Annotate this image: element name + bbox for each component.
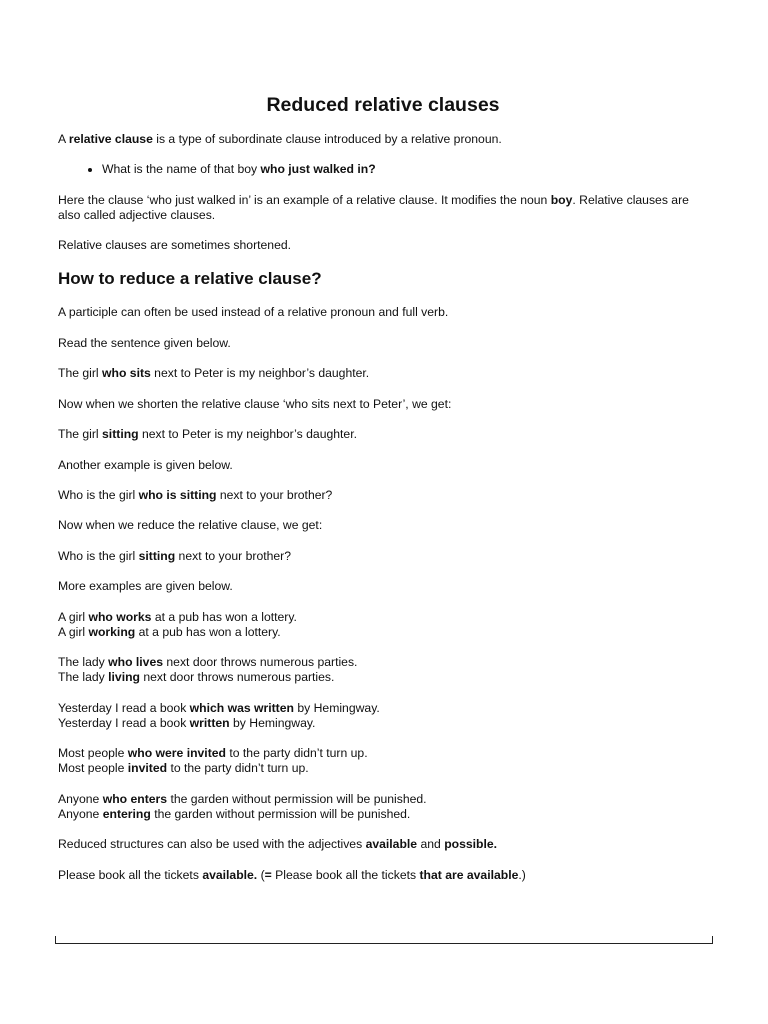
adjectives-paragraph: Reduced structures can also be used with the adjectives available and possible. [58,837,498,851]
example-sentence: Who is the girl who is sitting next to your brother? [58,488,333,502]
footer-rule-left-tick [55,936,56,943]
example-pair: A girl who works at a pub has won a lottery. A girl working at a pub has won a lottery. [58,610,297,639]
example-list [58,162,376,177]
section-heading: How to reduce a relative clause? [58,269,322,288]
explanation-paragraph: Here the clause ‘who just walked in’ is an example of a relative clause. It modifies the noun boy. Relative clauses are also called adjective clauses. [58,193,689,222]
read-paragraph: Read the sentence given below. [58,336,231,350]
more-paragraph: More examples are given below. [58,579,233,593]
list-item: • What is the name of that boy who just walked in? [102,162,376,177]
example-pair: Most people who were invited to the party didn’t turn up. Most people invited to the party didn’t turn up. [58,746,368,775]
participle-paragraph: A participle can often be used instead of a relative pronoun and full verb. [58,305,449,319]
example-sentence: The girl who sits next to Peter is my neighbor’s daughter. [58,366,370,380]
intro-paragraph: A relative clause is a type of subordinate clause introduced by a relative pronoun. [58,132,502,146]
reduced-sentence: Who is the girl sitting next to your brother? [58,549,292,563]
another-paragraph: Another example is given below. [58,458,233,472]
tickets-paragraph: Please book all the tickets available. (= Please book all the tickets that are available.) [58,868,526,882]
now-paragraph: Now when we reduce the relative clause, we get: [58,518,323,532]
reduced-sentence: The girl sitting next to Peter is my neighbor’s daughter. [58,427,357,441]
footer-rule-right-tick [712,936,713,943]
bold-term: relative clause [68,132,153,146]
example-pair: Yesterday I read a book which was written by Hemingway. Yesterday I read a book written by Hemingway. [58,701,380,730]
now-paragraph: Now when we shorten the relative clause ‘who sits next to Peter’, we get: [58,397,452,411]
example-pair: Anyone who enters the garden without permission will be punished. Anyone entering the garden without permission will be punished. [58,792,427,821]
page-title: Reduced relative clauses [266,94,500,116]
example-pair: The lady who lives next door throws numerous parties. The lady living next door throws numerous parties. [58,655,358,684]
footer-rule [55,943,713,944]
shortened-paragraph: Relative clauses are sometimes shortened. [58,238,292,252]
